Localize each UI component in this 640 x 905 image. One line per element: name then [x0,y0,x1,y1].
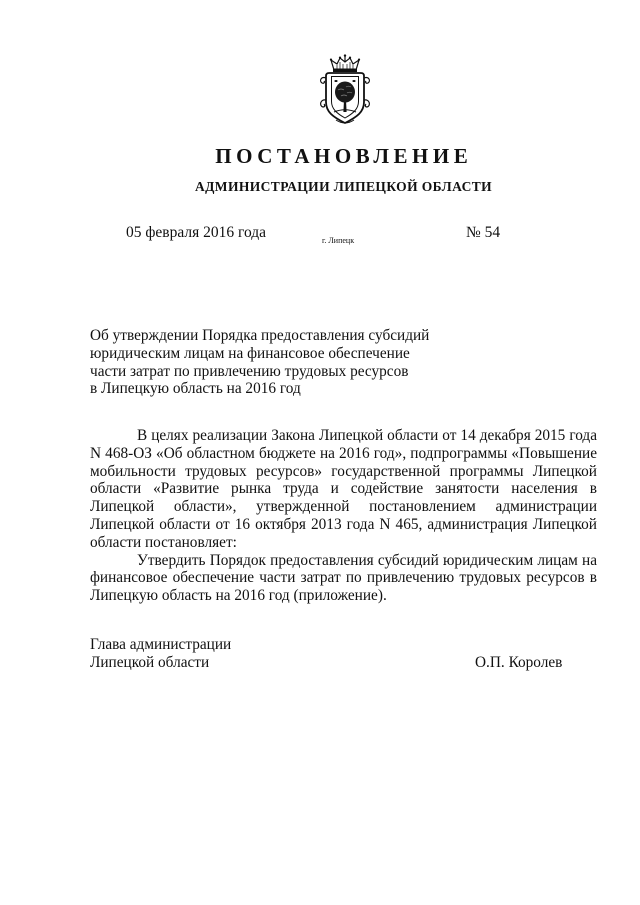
subject-line: юридическим лицам на финансовое обеспечение [90,344,410,362]
document-city: г. Липецк [322,236,355,245]
body-line: Липецкой области», утвержденной постановлением администрации [90,498,597,516]
body-line: Утвердить Порядок предоставления субсидий юридическим лицам на [137,551,597,569]
paragraph-preamble [90,427,597,552]
body-line: области постановляет: [90,533,237,551]
body-line: мобильности трудовых ресурсов» государственной программы Липецкой [90,462,597,480]
document-body [90,427,597,605]
body-line: финансовое обеспечение части затрат по привлечению трудовых ресурсов в [90,569,597,587]
body-line: Липецкой области от 16 октября 2013 года N 465, администрация Липецкой [90,515,597,533]
body-line: области «Развитие рынка труда и содействие занятости населения в [90,480,597,498]
signatory-name: О.П. Королев [475,654,563,671]
body-line: N 468-ОЗ «Об областном бюджете на 2016 год», подпрограммы «Повышение [90,444,597,462]
issuing-authority: АДМИНИСТРАЦИИ ЛИПЕЦКОЙ ОБЛАСТИ [194,179,493,194]
document-subject [90,327,429,398]
document-date: 05 февраля 2016 года [126,224,267,241]
paragraph-resolution [90,552,597,605]
signatory-position [90,636,231,672]
body-line: В целях реализации Закона Липецкой области от 14 декабря 2015 года [137,427,597,444]
subject-line: части затрат по привлечению трудовых ресурсов [90,362,409,380]
subject-line: Об утверждении Порядка предоставления субсидий [90,327,430,344]
signatory-position-line: Липецкой области [90,654,210,671]
coat-of-arms-icon [317,54,373,126]
document-number: № 54 [466,224,501,241]
document-title: ПОСТАНОВЛЕНИЕ [215,144,473,168]
subject-line: в Липецкую область на 2016 год [90,380,301,398]
body-line: Липецкую область на 2016 год (приложение). [90,587,387,605]
signatory-position-line: Глава администрации [90,636,232,653]
